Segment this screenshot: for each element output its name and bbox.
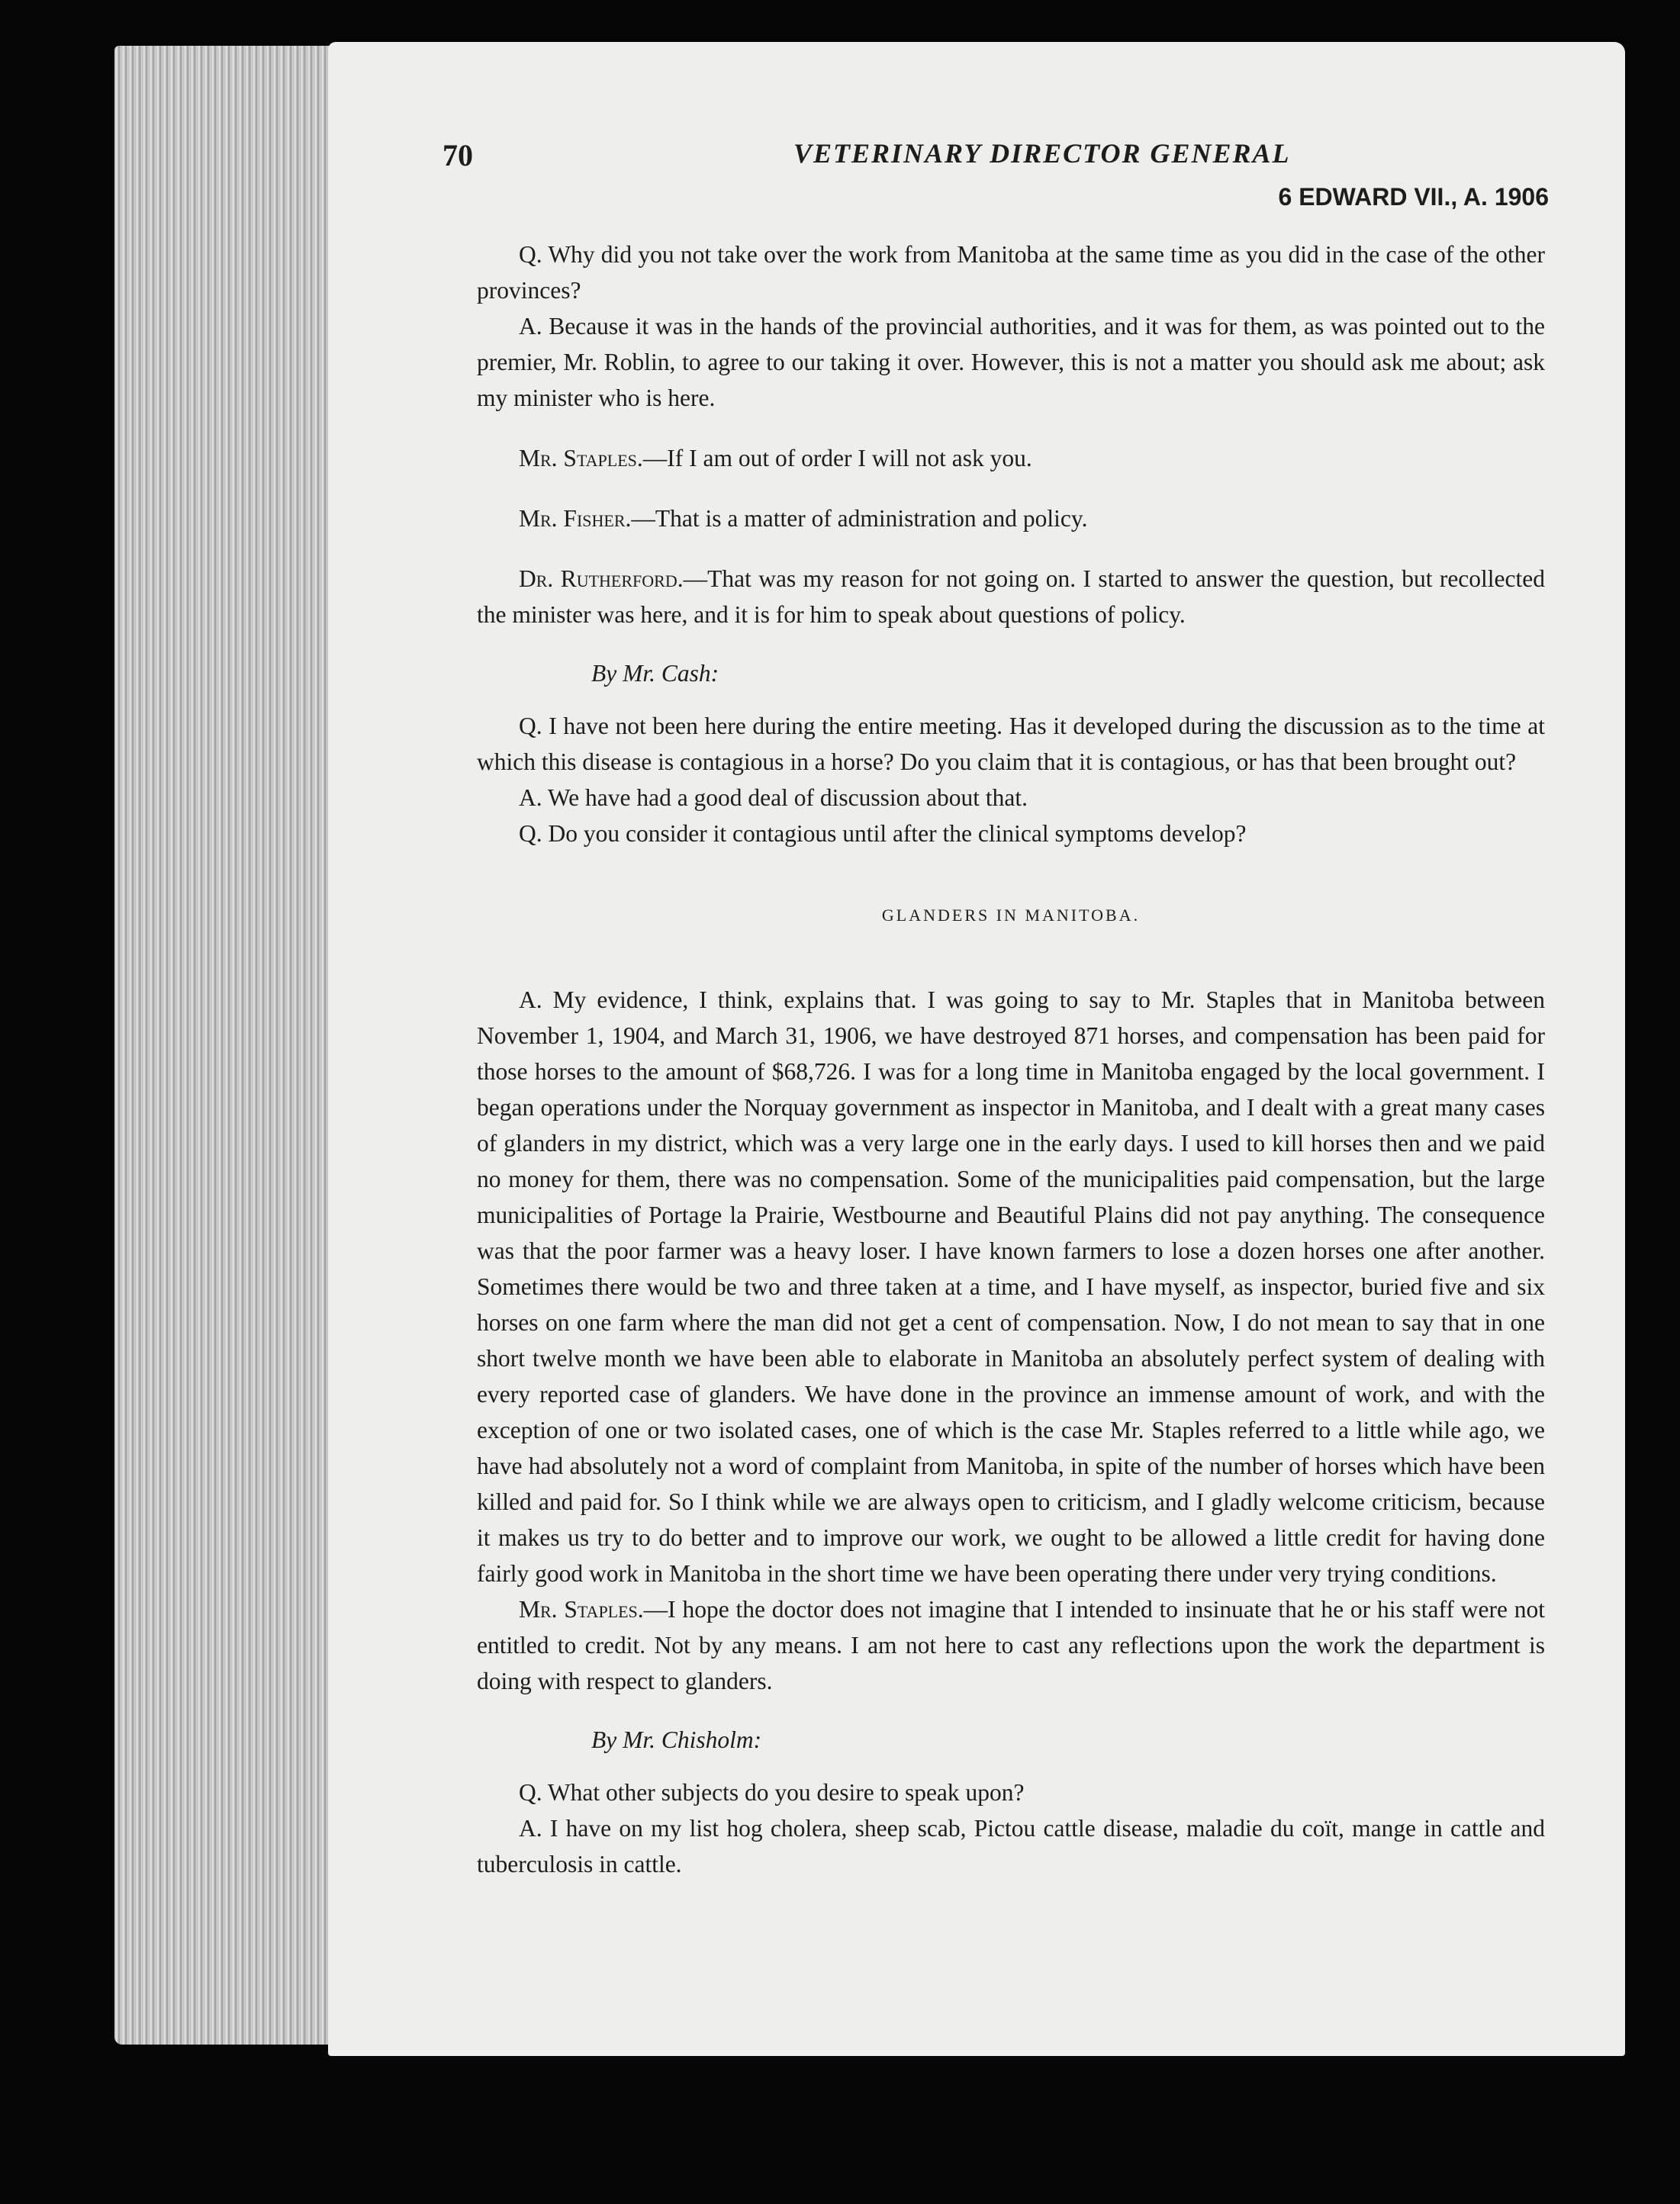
speaker-name: Mr. Staples.	[519, 1596, 644, 1623]
answer-paragraph: A. We have had a good deal of discussion about that.	[519, 784, 1028, 811]
answer-paragraph: A. Because it was in the hands of the provincial authorities, and it was for them, as was pointed out to the premier, Mr. Roblin, to agree to our taking it over. However, this is not a matter you should ask me about; ask my minister who is here.	[477, 313, 1545, 411]
question-paragraph: Q. Why did you not take over the work from Manitoba at the same time as you did in the case of the other provinces?	[477, 241, 1545, 304]
answer-paragraph: A. I have on my list hog cholera, sheep scab, Pictou cattle disease, maladie du coït, mange in cattle and tuberculosis in cattle.	[477, 1815, 1545, 1877]
speaker-name: Dr. Rutherford.	[519, 565, 684, 592]
speaker-paragraph	[477, 500, 1545, 536]
speaker-text: —I hope the doctor does not imagine that I intended to insinuate that he or his staff were not entitled to credit. Not by any means. I am not here to cast any reflections upon the work the department is doing with respect to glanders.	[477, 1596, 1545, 1694]
answer-paragraph: A. My evidence, I think, explains that. I was going to say to Mr. Staples that in Manitoba between November 1, 1904, and March 31, 1906, we have destroyed 871 horses, and compensation has been paid for those horses to the amount of $68,726. I was for a long time in Manitoba engaged by the local government. I began operations under the Norquay government as inspector in Manitoba, and I dealt with a great many cases of glanders in my district, which was a very large one in the early days. I used to kill horses then and we paid no money for them, there was no compensation. Some of the municipalities paid compensation, but the large municipalities of Portage la Prairie, Westbourne and Beautiful Plains did not pay anything. The consequence was that the poor farmer was a heavy loser. I have known farmers to lose a dozen horses one after another. Sometimes there would be two and three taken at a time, and I have myself, as inspector, buried five and six horses on one farm where the man did not get a cent of compensation. Now, I do not mean to say that in one short twelve month we have been able to elaborate in Manitoba an absolutely perfect system of dealing with every reported case of glanders. We have done in the province an immense amount of work, and with the exception of one or two isolated cases, one of which is the case Mr. Staples referred to a little while ago, we have had absolutely not a word of complaint from Manitoba, in spite of the number of horses which have been killed and paid for. So I think while we are always open to criticism, and I gladly welcome criticism, because it makes us try to do better and to improve our work, we ought to be allowed a little credit for having done fairly good work in Manitoba in the short time we have been operating there under very trying conditions.	[477, 986, 1545, 1587]
question-paragraph: Q. I have not been here during the entire meeting. Has it developed during the discussion as to the time at which this disease is contagious in a horse? Do you claim that it is contagious, or has that been brought out?	[477, 713, 1545, 775]
speaker-text: —That is a matter of administration and policy.	[631, 505, 1088, 532]
document-page	[328, 42, 1625, 2056]
body-text	[477, 236, 1545, 1882]
edition-label: 6 EDWARD VII., A. 1906	[1278, 183, 1549, 211]
running-head: VETERINARY DIRECTOR GENERAL	[793, 138, 1291, 169]
question-paragraph: Q. What other subjects do you desire to speak upon?	[519, 1779, 1025, 1806]
byline-chisholm: By Mr. Chisholm:	[591, 1726, 762, 1753]
speaker-paragraph	[477, 440, 1545, 476]
speaker-name: Mr. Staples.	[519, 445, 643, 471]
question-paragraph: Q. Do you consider it contagious until after the clinical symptoms develop?	[519, 820, 1247, 847]
speaker-paragraph	[477, 1591, 1545, 1699]
byline-cash: By Mr. Cash:	[591, 660, 719, 687]
book-page-edges	[114, 46, 351, 2045]
speaker-name: Mr. Fisher.	[519, 505, 632, 532]
section-heading: GLANDERS IN MANITOBA.	[881, 906, 1141, 925]
speaker-text: —If I am out of order I will not ask you.	[642, 445, 1032, 471]
speaker-text: —That was my reason for not going on. I started to answer the question, but recollected the minister was here, and it is for him to speak about questions of policy.	[477, 565, 1545, 628]
page-number: 70	[443, 138, 473, 172]
speaker-paragraph	[477, 561, 1545, 632]
